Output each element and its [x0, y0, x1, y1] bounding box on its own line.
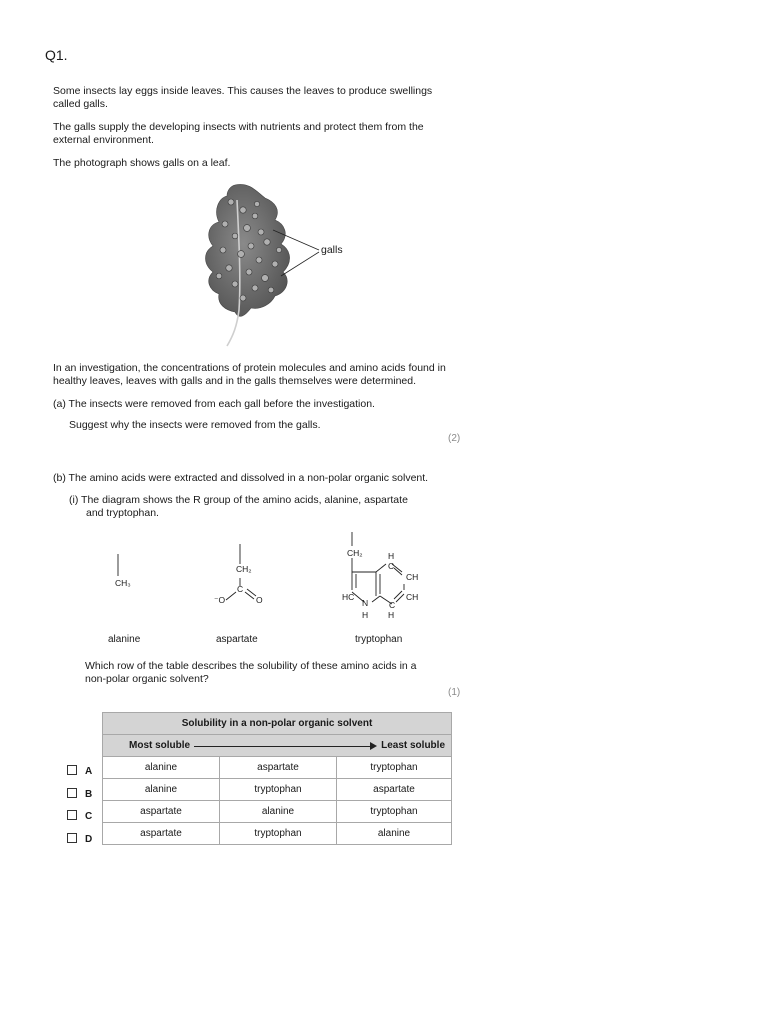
- tryptophan-label: tryptophan: [355, 634, 403, 645]
- aspartate-o: O: [256, 595, 263, 605]
- table-cell: tryptophan: [337, 801, 452, 823]
- table-cell: alanine: [220, 801, 337, 823]
- part-a-marks: (2): [448, 433, 461, 444]
- tryptophan-h-n: H: [362, 610, 369, 620]
- intro-p2-line2: external environment.: [53, 134, 154, 146]
- table-direction: [103, 735, 452, 757]
- part-b-i-line2: and tryptophan.: [86, 507, 159, 519]
- aspartate-ch2: CH₂: [236, 564, 252, 574]
- checkbox-d[interactable]: [67, 833, 77, 843]
- option-c[interactable]: [67, 810, 92, 822]
- least-soluble-label: Least soluble: [381, 740, 445, 751]
- option-a-label: A: [85, 766, 93, 777]
- option-d-label: D: [85, 834, 93, 845]
- tryptophan-ch-right1: CH: [406, 572, 419, 582]
- table-title: Solubility in a non-polar organic solvent: [103, 713, 452, 735]
- aspartate-label: aspartate: [216, 634, 258, 645]
- tryptophan-ch2: CH₂: [347, 548, 363, 558]
- most-soluble-label: Most soluble: [129, 740, 191, 751]
- checkbox-b[interactable]: [67, 788, 77, 798]
- investigation-line2: healthy leaves, leaves with galls and in the galls themselves were determined.: [53, 375, 417, 387]
- galls-label: galls: [321, 244, 343, 256]
- table-row: [103, 779, 452, 801]
- part-b-i-text: [69, 494, 408, 520]
- table-cell: tryptophan: [220, 823, 337, 845]
- investigation-paragraph: [53, 362, 446, 388]
- aspartate-c: C: [237, 584, 244, 594]
- part-a-text: (a) The insects were removed from each gall before the investigation.: [53, 398, 375, 410]
- table-cell: aspartate: [337, 779, 452, 801]
- part-b-text: (b) The amino acids were extracted and dissolved in a non-polar organic solvent.: [53, 472, 429, 484]
- part-a-prompt: Suggest why the insects were removed from the galls.: [69, 419, 321, 431]
- alanine-ch3: CH₃: [115, 578, 131, 588]
- checkbox-c[interactable]: [67, 810, 77, 820]
- checkbox-a[interactable]: [67, 765, 77, 775]
- table-cell: alanine: [103, 757, 220, 779]
- intro-paragraph-2: [53, 121, 424, 147]
- tryptophan-c-top: C: [388, 561, 395, 571]
- arrow-icon: [194, 741, 377, 751]
- investigation-line1: In an investigation, the concentrations of protein molecules and amino acids found in: [53, 362, 446, 374]
- intro-paragraph-1: [53, 85, 432, 111]
- table-row: [103, 823, 452, 845]
- table-cell: tryptophan: [220, 779, 337, 801]
- table-row: [103, 801, 452, 823]
- table-cell: aspartate: [220, 757, 337, 779]
- tryptophan-ch-right2: CH: [406, 592, 419, 602]
- option-b-label: B: [85, 789, 93, 800]
- part-b-marks: (1): [448, 687, 461, 698]
- option-d[interactable]: [67, 833, 92, 845]
- tryptophan-hc: HC: [342, 592, 355, 602]
- table-cell: aspartate: [103, 801, 220, 823]
- table-cell: alanine: [337, 823, 452, 845]
- table-cell: tryptophan: [337, 757, 452, 779]
- table-title-row: [103, 713, 452, 735]
- intro-p2-line1: The galls supply the developing insects with nutrients and protect them from the: [53, 121, 424, 133]
- tryptophan-h-top: H: [388, 551, 395, 561]
- part-b-question-line2: non-polar organic solvent?: [85, 673, 209, 685]
- intro-p1-line1: Some insects lay eggs inside leaves. This causes the leaves to produce swellings: [53, 85, 433, 97]
- part-b-question-line1: Which row of the table describes the solubility of these amino acids in a: [85, 660, 417, 672]
- tryptophan-c-bottom: C: [389, 600, 396, 610]
- part-b-question: [85, 660, 417, 686]
- option-c-label: C: [85, 811, 93, 822]
- table-cell: alanine: [103, 779, 220, 801]
- table-cell: aspartate: [103, 823, 220, 845]
- tryptophan-h-bottom: H: [388, 610, 395, 620]
- table-direction-row: [103, 735, 452, 757]
- leaf-galls-figure: [195, 180, 375, 350]
- table-row: [103, 757, 452, 779]
- part-b-i-line1: (i) The diagram shows the R group of the amino acids, alanine, aspartate: [69, 494, 408, 506]
- option-a[interactable]: [67, 765, 92, 777]
- aspartate-o-minus: ⁻O: [214, 595, 226, 605]
- intro-p1-line2: called galls.: [53, 98, 108, 110]
- solubility-table: [102, 712, 452, 845]
- intro-paragraph-3: The photograph shows galls on a leaf.: [53, 157, 231, 169]
- question-number: Q1.: [45, 47, 68, 63]
- option-b[interactable]: [67, 788, 92, 800]
- tryptophan-n: N: [362, 598, 369, 608]
- alanine-label: alanine: [108, 634, 141, 645]
